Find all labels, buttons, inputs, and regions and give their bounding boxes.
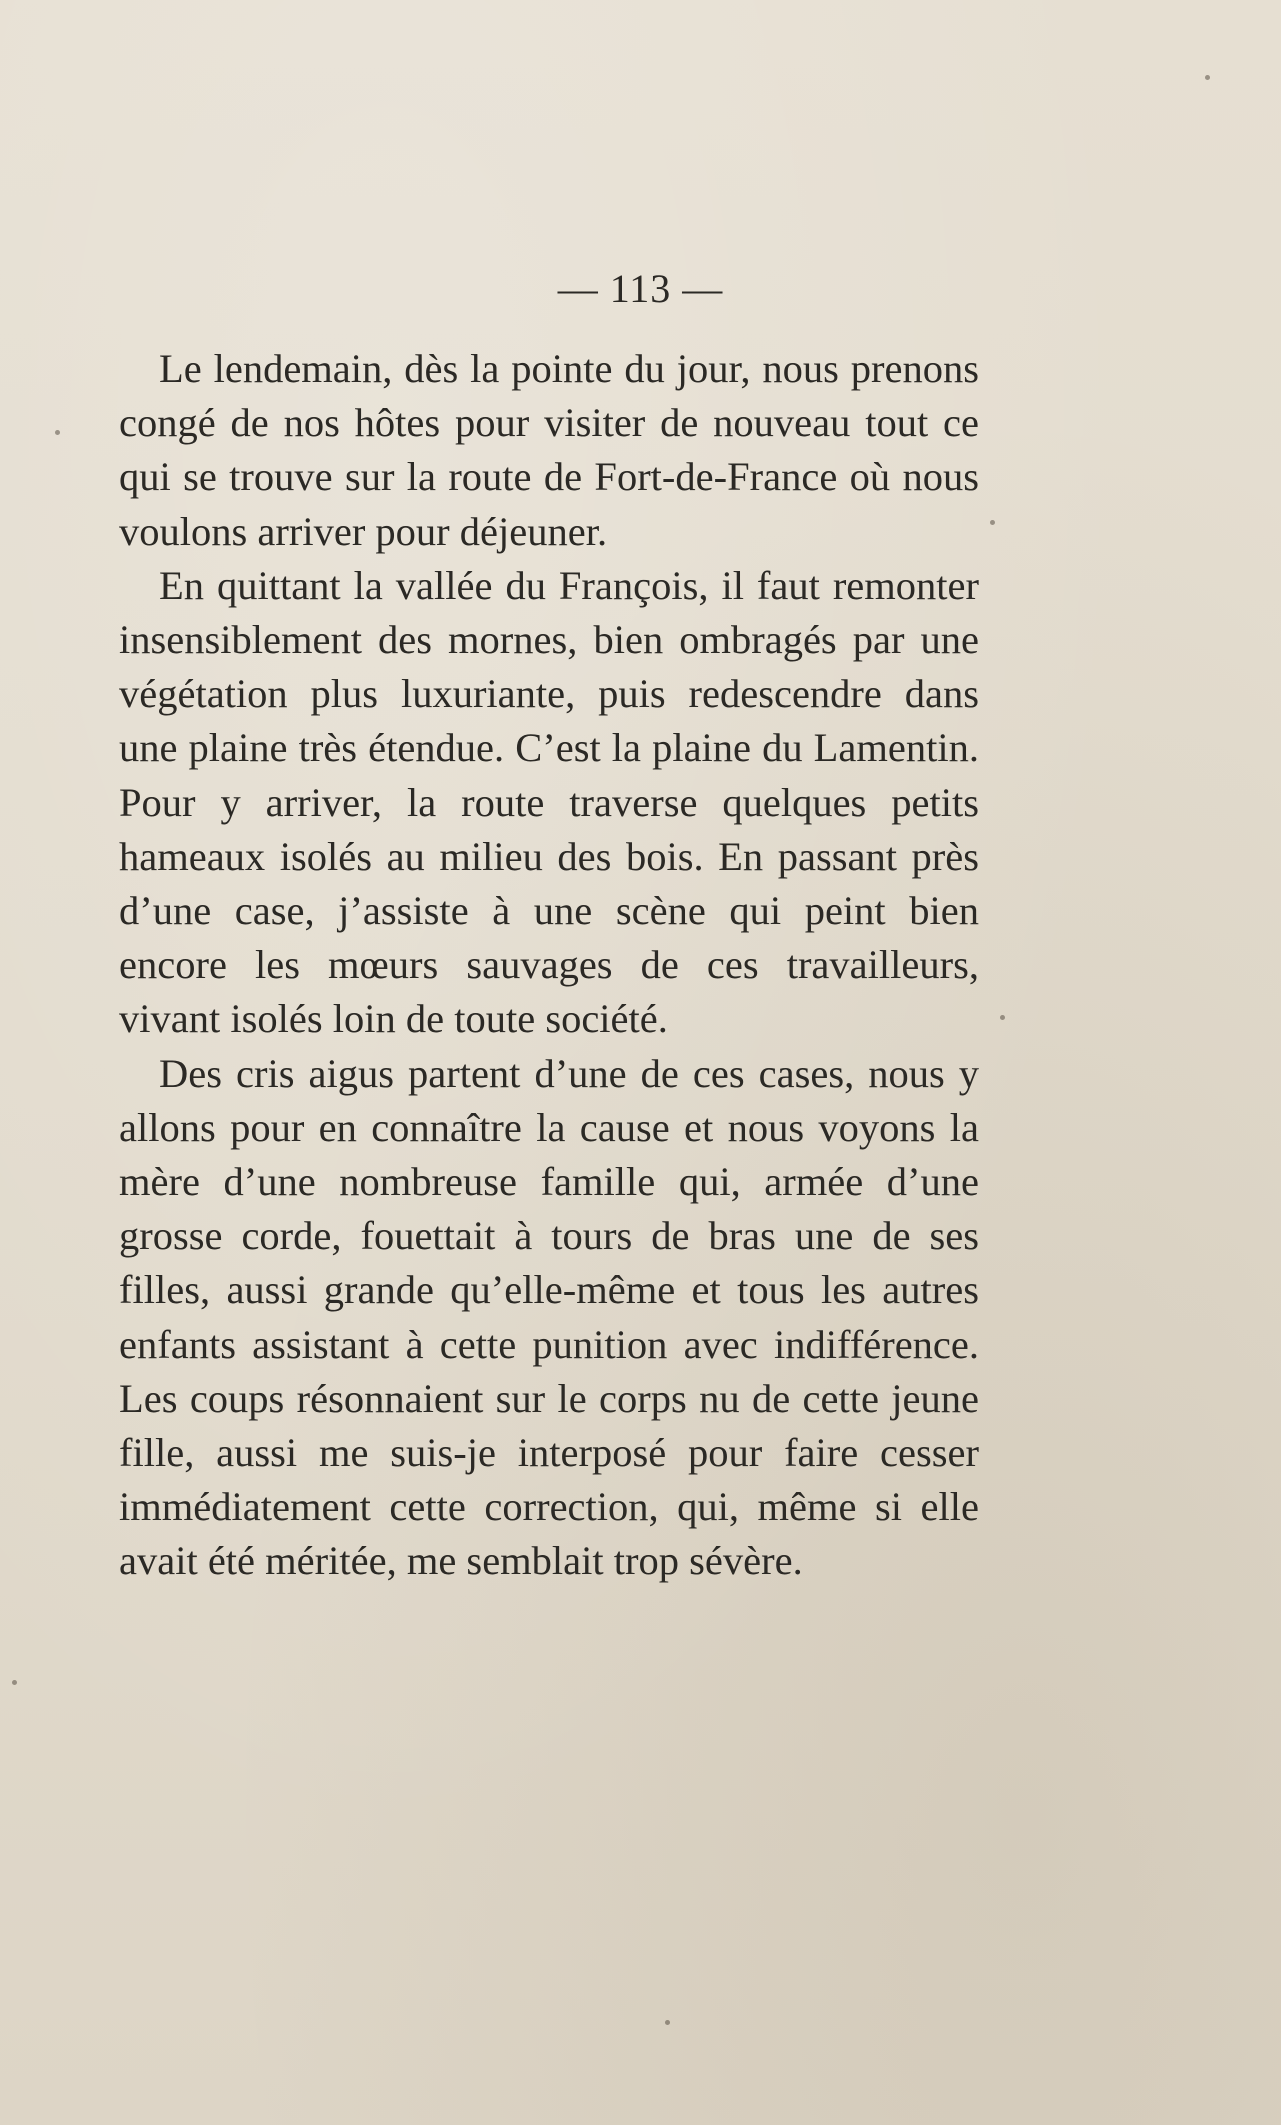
paragraph-3: Des cris aigus partent d’une de ces cases, nous y allons pour en connaître la cause et nous voyons la mère d’une nombreuse famille qui, armée d’une grosse corde, fouettait à tours de bras une de ses filles, aussi grande qu’elle-même et tous les autres enfants assistant à cette punition avec indifférence. Les coups résonnaient sur le corps nu de cette jeune fille, aussi me suis-je interposé pour faire cesser immédiatement cette correction, qui, même si elle avait été méritée, me semblait trop sévère.: [119, 1050, 979, 1584]
paragraph-2: En quittant la vallée du François, il faut remonter insensiblement des mornes, bien ombragés par une végétation plus luxuriante, puis redescendre dans une plaine très étendue. C’est la plaine du Lamentin. Pour y arriver, la route traverse quelques petits hameaux isolés au milieu des bois. En passant près d’une case, j’assiste à une scène qui peint bien encore les mœurs sauvages de ces travailleurs, vivant isolés loin de toute société.: [119, 562, 979, 1042]
page-number: — 113 —: [557, 266, 724, 311]
body-text: [119, 342, 979, 1589]
paragraph-1: Le lendemain, dès la pointe du jour, nous prenons congé de nos hôtes pour visiter de nouveau tout ce qui se trouve sur la route de Fort-de-France où nous voulons arriver pour déjeuner.: [119, 346, 979, 554]
